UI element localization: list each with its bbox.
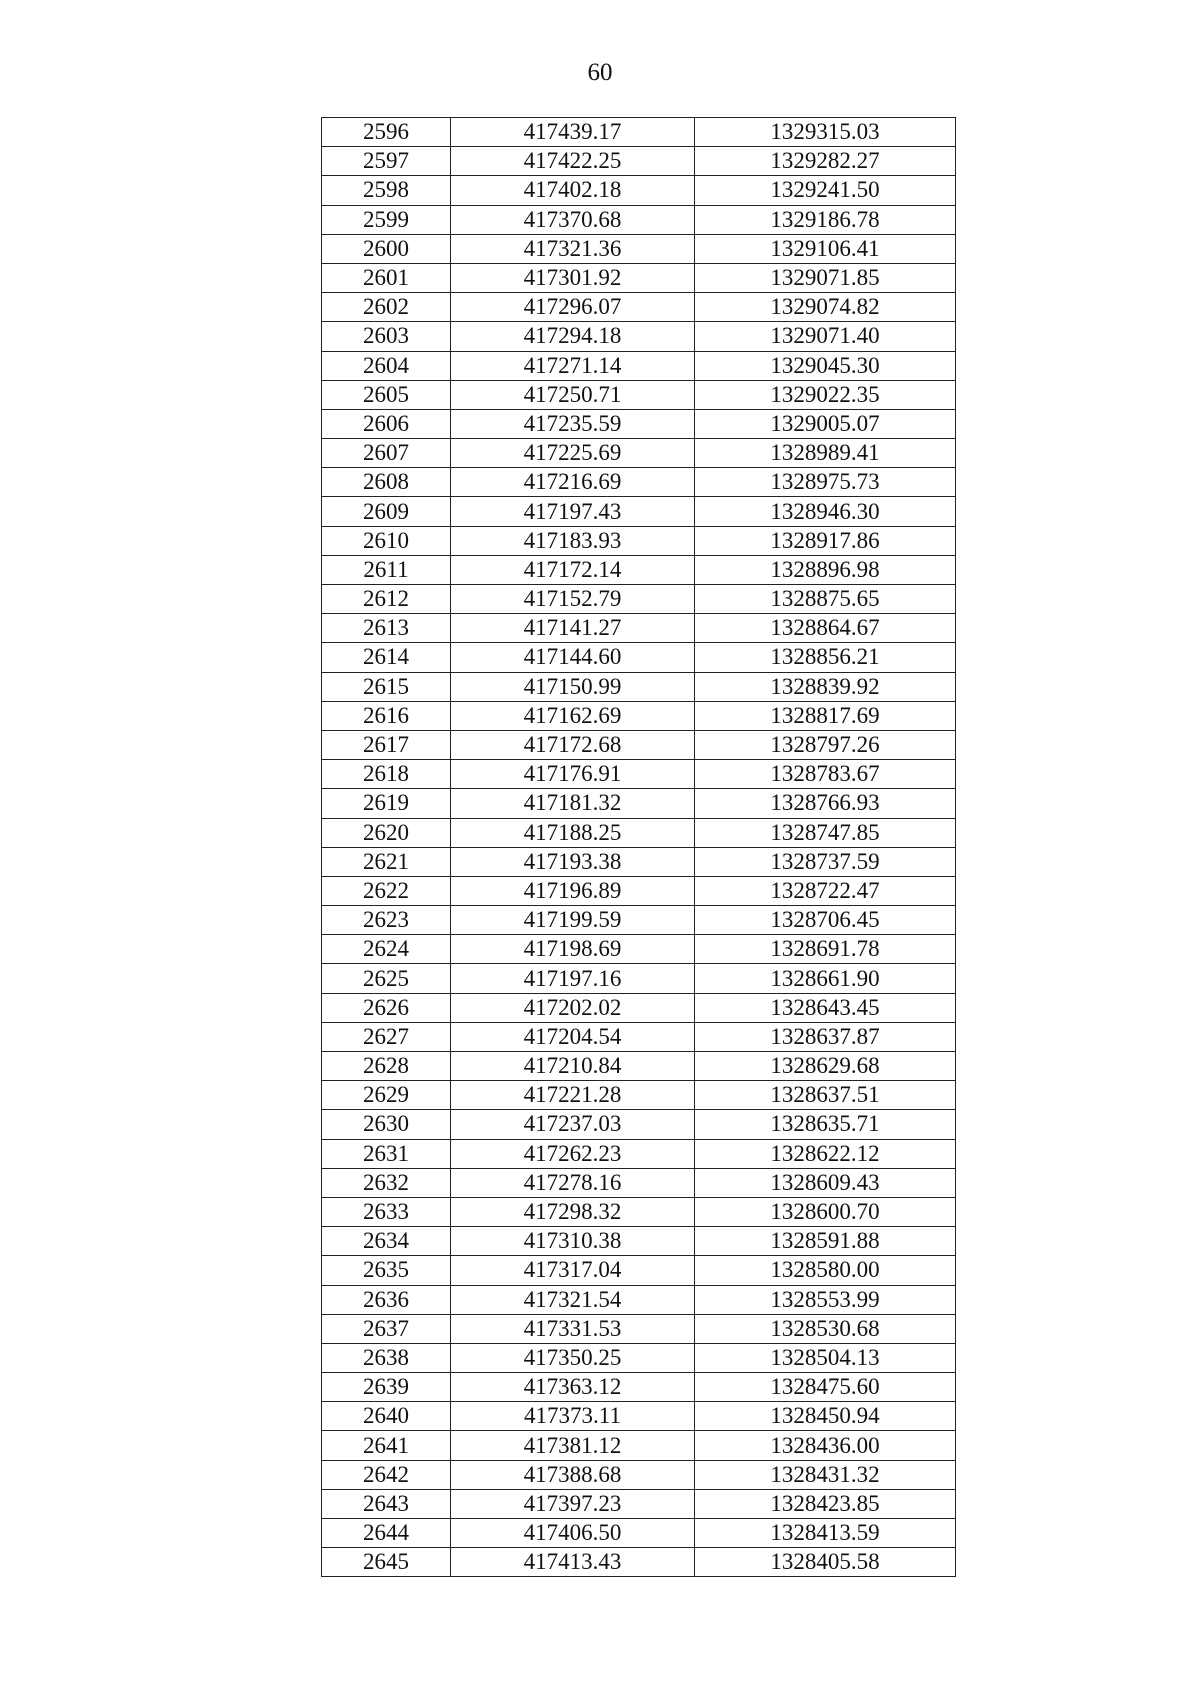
x-coordinate-cell: 417237.03 bbox=[451, 1110, 695, 1139]
x-coordinate-cell: 417162.69 bbox=[451, 701, 695, 730]
table-row bbox=[322, 993, 956, 1022]
point-number-cell: 2625 bbox=[322, 964, 451, 993]
x-coordinate-cell: 417144.60 bbox=[451, 643, 695, 672]
table-row bbox=[322, 1227, 956, 1256]
table-row bbox=[322, 1402, 956, 1431]
table-row bbox=[322, 147, 956, 176]
y-coordinate-cell: 1328413.59 bbox=[695, 1519, 956, 1548]
y-coordinate-cell: 1329071.40 bbox=[695, 322, 956, 351]
coordinates-table-body bbox=[322, 118, 956, 1577]
table-row bbox=[322, 672, 956, 701]
table-row bbox=[322, 1519, 956, 1548]
x-coordinate-cell: 417350.25 bbox=[451, 1343, 695, 1372]
table-row bbox=[322, 293, 956, 322]
table-row bbox=[322, 964, 956, 993]
point-number-cell: 2613 bbox=[322, 614, 451, 643]
point-number-cell: 2630 bbox=[322, 1110, 451, 1139]
point-number-cell: 2621 bbox=[322, 847, 451, 876]
x-coordinate-cell: 417198.69 bbox=[451, 935, 695, 964]
x-coordinate-cell: 417196.89 bbox=[451, 876, 695, 905]
y-coordinate-cell: 1328989.41 bbox=[695, 439, 956, 468]
y-coordinate-cell: 1328637.51 bbox=[695, 1081, 956, 1110]
point-number-cell: 2628 bbox=[322, 1052, 451, 1081]
y-coordinate-cell: 1329071.85 bbox=[695, 263, 956, 292]
x-coordinate-cell: 417413.43 bbox=[451, 1548, 695, 1577]
y-coordinate-cell: 1328629.68 bbox=[695, 1052, 956, 1081]
y-coordinate-cell: 1328450.94 bbox=[695, 1402, 956, 1431]
y-coordinate-cell: 1328609.43 bbox=[695, 1168, 956, 1197]
x-coordinate-cell: 417176.91 bbox=[451, 760, 695, 789]
x-coordinate-cell: 417262.23 bbox=[451, 1139, 695, 1168]
table-row bbox=[322, 1256, 956, 1285]
point-number-cell: 2600 bbox=[322, 234, 451, 263]
y-coordinate-cell: 1328817.69 bbox=[695, 701, 956, 730]
y-coordinate-cell: 1328553.99 bbox=[695, 1285, 956, 1314]
point-number-cell: 2616 bbox=[322, 701, 451, 730]
point-number-cell: 2632 bbox=[322, 1168, 451, 1197]
point-number-cell: 2636 bbox=[322, 1285, 451, 1314]
table-row bbox=[322, 176, 956, 205]
x-coordinate-cell: 417439.17 bbox=[451, 118, 695, 147]
point-number-cell: 2633 bbox=[322, 1197, 451, 1226]
table-row bbox=[322, 906, 956, 935]
point-number-cell: 2620 bbox=[322, 818, 451, 847]
x-coordinate-cell: 417141.27 bbox=[451, 614, 695, 643]
x-coordinate-cell: 417250.71 bbox=[451, 380, 695, 409]
x-coordinate-cell: 417197.16 bbox=[451, 964, 695, 993]
y-coordinate-cell: 1328600.70 bbox=[695, 1197, 956, 1226]
table-row bbox=[322, 585, 956, 614]
y-coordinate-cell: 1328864.67 bbox=[695, 614, 956, 643]
point-number-cell: 2617 bbox=[322, 730, 451, 759]
y-coordinate-cell: 1328875.65 bbox=[695, 585, 956, 614]
x-coordinate-cell: 417150.99 bbox=[451, 672, 695, 701]
y-coordinate-cell: 1328706.45 bbox=[695, 906, 956, 935]
point-number-cell: 2614 bbox=[322, 643, 451, 672]
point-number-cell: 2611 bbox=[322, 555, 451, 584]
y-coordinate-cell: 1328747.85 bbox=[695, 818, 956, 847]
y-coordinate-cell: 1328637.87 bbox=[695, 1022, 956, 1051]
x-coordinate-cell: 417406.50 bbox=[451, 1519, 695, 1548]
y-coordinate-cell: 1328896.98 bbox=[695, 555, 956, 584]
point-number-cell: 2608 bbox=[322, 468, 451, 497]
table-row bbox=[322, 322, 956, 351]
point-number-cell: 2596 bbox=[322, 118, 451, 147]
table-row bbox=[322, 409, 956, 438]
x-coordinate-cell: 417301.92 bbox=[451, 263, 695, 292]
table-row bbox=[322, 263, 956, 292]
table-row bbox=[322, 1489, 956, 1518]
table-row bbox=[322, 1431, 956, 1460]
point-number-cell: 2603 bbox=[322, 322, 451, 351]
point-number-cell: 2624 bbox=[322, 935, 451, 964]
x-coordinate-cell: 417199.59 bbox=[451, 906, 695, 935]
x-coordinate-cell: 417402.18 bbox=[451, 176, 695, 205]
table-row bbox=[322, 789, 956, 818]
x-coordinate-cell: 417193.38 bbox=[451, 847, 695, 876]
table-row bbox=[322, 1373, 956, 1402]
x-coordinate-cell: 417321.36 bbox=[451, 234, 695, 263]
y-coordinate-cell: 1328797.26 bbox=[695, 730, 956, 759]
x-coordinate-cell: 417363.12 bbox=[451, 1373, 695, 1402]
point-number-cell: 2639 bbox=[322, 1373, 451, 1402]
table-row bbox=[322, 205, 956, 234]
x-coordinate-cell: 417204.54 bbox=[451, 1022, 695, 1051]
point-number-cell: 2606 bbox=[322, 409, 451, 438]
y-coordinate-cell: 1329106.41 bbox=[695, 234, 956, 263]
y-coordinate-cell: 1328530.68 bbox=[695, 1314, 956, 1343]
x-coordinate-cell: 417183.93 bbox=[451, 526, 695, 555]
y-coordinate-cell: 1328423.85 bbox=[695, 1489, 956, 1518]
x-coordinate-cell: 417278.16 bbox=[451, 1168, 695, 1197]
point-number-cell: 2644 bbox=[322, 1519, 451, 1548]
table-row bbox=[322, 614, 956, 643]
y-coordinate-cell: 1328504.13 bbox=[695, 1343, 956, 1372]
y-coordinate-cell: 1329315.03 bbox=[695, 118, 956, 147]
y-coordinate-cell: 1328839.92 bbox=[695, 672, 956, 701]
point-number-cell: 2604 bbox=[322, 351, 451, 380]
y-coordinate-cell: 1329186.78 bbox=[695, 205, 956, 234]
y-coordinate-cell: 1329045.30 bbox=[695, 351, 956, 380]
point-number-cell: 2645 bbox=[322, 1548, 451, 1577]
table-row bbox=[322, 1110, 956, 1139]
table-row bbox=[322, 439, 956, 468]
table-row bbox=[322, 1548, 956, 1577]
y-coordinate-cell: 1328475.60 bbox=[695, 1373, 956, 1402]
y-coordinate-cell: 1328975.73 bbox=[695, 468, 956, 497]
point-number-cell: 2643 bbox=[322, 1489, 451, 1518]
page-number: 60 bbox=[587, 59, 613, 86]
table-row bbox=[322, 701, 956, 730]
x-coordinate-cell: 417373.11 bbox=[451, 1402, 695, 1431]
point-number-cell: 2626 bbox=[322, 993, 451, 1022]
x-coordinate-cell: 417202.02 bbox=[451, 993, 695, 1022]
point-number-cell: 2607 bbox=[322, 439, 451, 468]
point-number-cell: 2623 bbox=[322, 906, 451, 935]
x-coordinate-cell: 417188.25 bbox=[451, 818, 695, 847]
table-row bbox=[322, 876, 956, 905]
x-coordinate-cell: 417298.32 bbox=[451, 1197, 695, 1226]
point-number-cell: 2619 bbox=[322, 789, 451, 818]
x-coordinate-cell: 417271.14 bbox=[451, 351, 695, 380]
point-number-cell: 2598 bbox=[322, 176, 451, 205]
table-row bbox=[322, 1022, 956, 1051]
table-row bbox=[322, 730, 956, 759]
y-coordinate-cell: 1329005.07 bbox=[695, 409, 956, 438]
point-number-cell: 2640 bbox=[322, 1402, 451, 1431]
table-row bbox=[322, 935, 956, 964]
x-coordinate-cell: 417172.68 bbox=[451, 730, 695, 759]
y-coordinate-cell: 1328766.93 bbox=[695, 789, 956, 818]
x-coordinate-cell: 417388.68 bbox=[451, 1460, 695, 1489]
table-row bbox=[322, 847, 956, 876]
table-row bbox=[322, 1460, 956, 1489]
x-coordinate-cell: 417321.54 bbox=[451, 1285, 695, 1314]
point-number-cell: 2622 bbox=[322, 876, 451, 905]
table-row bbox=[322, 555, 956, 584]
x-coordinate-cell: 417422.25 bbox=[451, 147, 695, 176]
table-row bbox=[322, 380, 956, 409]
x-coordinate-cell: 417397.23 bbox=[451, 1489, 695, 1518]
y-coordinate-cell: 1328661.90 bbox=[695, 964, 956, 993]
table-row bbox=[322, 118, 956, 147]
x-coordinate-cell: 417210.84 bbox=[451, 1052, 695, 1081]
table-row bbox=[322, 760, 956, 789]
point-number-cell: 2635 bbox=[322, 1256, 451, 1285]
y-coordinate-cell: 1328580.00 bbox=[695, 1256, 956, 1285]
y-coordinate-cell: 1328635.71 bbox=[695, 1110, 956, 1139]
y-coordinate-cell: 1328737.59 bbox=[695, 847, 956, 876]
y-coordinate-cell: 1329282.27 bbox=[695, 147, 956, 176]
y-coordinate-cell: 1328783.67 bbox=[695, 760, 956, 789]
point-number-cell: 2627 bbox=[322, 1022, 451, 1051]
x-coordinate-cell: 417225.69 bbox=[451, 439, 695, 468]
table-row bbox=[322, 643, 956, 672]
point-number-cell: 2602 bbox=[322, 293, 451, 322]
point-number-cell: 2597 bbox=[322, 147, 451, 176]
table-row bbox=[322, 1052, 956, 1081]
x-coordinate-cell: 417181.32 bbox=[451, 789, 695, 818]
x-coordinate-cell: 417216.69 bbox=[451, 468, 695, 497]
y-coordinate-cell: 1328917.86 bbox=[695, 526, 956, 555]
point-number-cell: 2605 bbox=[322, 380, 451, 409]
coordinates-table bbox=[321, 117, 956, 1577]
point-number-cell: 2601 bbox=[322, 263, 451, 292]
point-number-cell: 2618 bbox=[322, 760, 451, 789]
point-number-cell: 2612 bbox=[322, 585, 451, 614]
point-number-cell: 2629 bbox=[322, 1081, 451, 1110]
y-coordinate-cell: 1328591.88 bbox=[695, 1227, 956, 1256]
table-row bbox=[322, 526, 956, 555]
point-number-cell: 2634 bbox=[322, 1227, 451, 1256]
x-coordinate-cell: 417235.59 bbox=[451, 409, 695, 438]
y-coordinate-cell: 1328722.47 bbox=[695, 876, 956, 905]
x-coordinate-cell: 417172.14 bbox=[451, 555, 695, 584]
x-coordinate-cell: 417331.53 bbox=[451, 1314, 695, 1343]
point-number-cell: 2609 bbox=[322, 497, 451, 526]
x-coordinate-cell: 417381.12 bbox=[451, 1431, 695, 1460]
y-coordinate-cell: 1328946.30 bbox=[695, 497, 956, 526]
y-coordinate-cell: 1328622.12 bbox=[695, 1139, 956, 1168]
table-row bbox=[322, 1168, 956, 1197]
table-row bbox=[322, 351, 956, 380]
table-row bbox=[322, 497, 956, 526]
y-coordinate-cell: 1329074.82 bbox=[695, 293, 956, 322]
y-coordinate-cell: 1328405.58 bbox=[695, 1548, 956, 1577]
y-coordinate-cell: 1328856.21 bbox=[695, 643, 956, 672]
table-row bbox=[322, 1285, 956, 1314]
y-coordinate-cell: 1328691.78 bbox=[695, 935, 956, 964]
y-coordinate-cell: 1328643.45 bbox=[695, 993, 956, 1022]
point-number-cell: 2637 bbox=[322, 1314, 451, 1343]
x-coordinate-cell: 417370.68 bbox=[451, 205, 695, 234]
point-number-cell: 2631 bbox=[322, 1139, 451, 1168]
y-coordinate-cell: 1328431.32 bbox=[695, 1460, 956, 1489]
x-coordinate-cell: 417197.43 bbox=[451, 497, 695, 526]
point-number-cell: 2641 bbox=[322, 1431, 451, 1460]
x-coordinate-cell: 417296.07 bbox=[451, 293, 695, 322]
point-number-cell: 2615 bbox=[322, 672, 451, 701]
point-number-cell: 2599 bbox=[322, 205, 451, 234]
table-row bbox=[322, 1139, 956, 1168]
x-coordinate-cell: 417317.04 bbox=[451, 1256, 695, 1285]
point-number-cell: 2638 bbox=[322, 1343, 451, 1372]
table-row bbox=[322, 1197, 956, 1226]
y-coordinate-cell: 1328436.00 bbox=[695, 1431, 956, 1460]
y-coordinate-cell: 1329241.50 bbox=[695, 176, 956, 205]
x-coordinate-cell: 417294.18 bbox=[451, 322, 695, 351]
table-row bbox=[322, 468, 956, 497]
x-coordinate-cell: 417152.79 bbox=[451, 585, 695, 614]
x-coordinate-cell: 417221.28 bbox=[451, 1081, 695, 1110]
y-coordinate-cell: 1329022.35 bbox=[695, 380, 956, 409]
table-row bbox=[322, 1314, 956, 1343]
table-row bbox=[322, 1081, 956, 1110]
point-number-cell: 2610 bbox=[322, 526, 451, 555]
point-number-cell: 2642 bbox=[322, 1460, 451, 1489]
table-row bbox=[322, 1343, 956, 1372]
table-row bbox=[322, 818, 956, 847]
x-coordinate-cell: 417310.38 bbox=[451, 1227, 695, 1256]
table-row bbox=[322, 234, 956, 263]
